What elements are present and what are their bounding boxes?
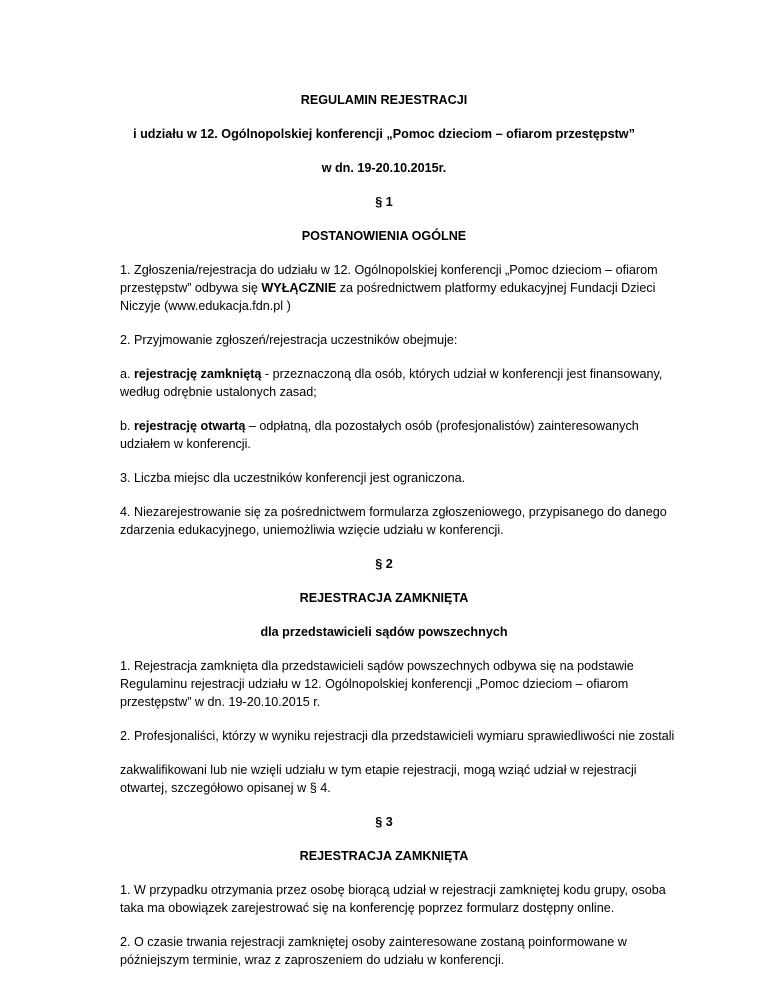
s1-p4-line2: udziałem w konferencji. <box>120 437 251 451</box>
s1-p3-line2: według odrębnie ustalonych zasad; <box>120 385 317 399</box>
s3-p2-line1: 2. O czasie trwania rejestracji zamkniętej osoby zainteresowane zostaną poinformowane w <box>120 935 627 949</box>
s1-p1-line2 <box>120 280 655 296</box>
s1-p1-line2-start: przestępstw” odbywa się <box>120 281 258 295</box>
s2-p2-line2: zakwalifikowani lub nie wzięli udziału w tym etapie rejestracji, mogą wziąć udział w rejestracji <box>120 763 637 777</box>
s3-p2-line2: późniejszym terminie, wraz z zaproszeniem do udziału w konferencji. <box>120 953 505 967</box>
document-subtitle: i udziału w 12. Ogólnopolskiej konferencji „Pomoc dzieciom – ofiarom przestępstw” <box>133 127 635 141</box>
section-2-subheading: dla przedstawicieli sądów powszechnych <box>260 625 508 639</box>
s1-p4-bold: rejestrację otwartą <box>134 419 246 433</box>
s1-p6-line2: zdarzenia edukacyjnego, uniemożliwia wzięcie udziału w konferencji. <box>120 523 504 537</box>
s1-p4-line1 <box>120 418 639 434</box>
section-2-heading: REJESTRACJA ZAMKNIĘTA <box>299 591 469 605</box>
s1-p1-line1: 1. Zgłoszenia/rejestracja do udziału w 12. Ogólnopolskiej konferencji „Pomoc dzieciom – ofiarom <box>120 263 658 277</box>
s1-p2-line1: 2. Przyjmowanie zgłoszeń/rejestracja uczestników obejmuje: <box>120 333 458 347</box>
s1-p3-line1 <box>120 366 662 382</box>
s2-p2-line1: 2. Profesjonaliści, którzy w wyniku rejestracji dla przedstawicieli wymiaru sprawiedliwości nie zostali <box>120 729 675 743</box>
s2-p1-line2: Regulaminu rejestracji udziału w 12. Ogólnopolskiej konferencji „Pomoc dzieciom – ofiarom <box>120 677 629 691</box>
s2-p1-line3: przestępstw” w dn. 19-20.10.2015 r. <box>120 695 321 709</box>
section-3-number: § 3 <box>375 815 393 829</box>
s1-p3-bold: rejestrację zamkniętą <box>134 367 262 381</box>
s2-p1-line1: 1. Rejestracja zamknięta dla przedstawicieli sądów powszechnych odbywa się na podstawie <box>120 659 634 673</box>
s1-p1-line2-bold: WYŁĄCZNIE <box>261 281 337 295</box>
s1-p4-prefix: b. <box>120 419 135 433</box>
s1-p3-rest: - przeznaczoną dla osób, których udział w konferencji jest finansowany, <box>261 367 663 381</box>
s3-p1-line1: 1. W przypadku otrzymania przez osobę biorącą udział w rejestracji zamkniętej kodu grupy, osoba <box>120 883 666 897</box>
s1-p6-line1: 4. Niezarejestrowanie się za pośrednictwem formularza zgłoszeniowego, przypisanego do danego <box>120 505 667 519</box>
s1-p5-line1: 3. Liczba miejsc dla uczestników konferencji jest ograniczona. <box>120 471 466 485</box>
document-title: REGULAMIN REJESTRACJI <box>300 93 468 107</box>
document-dates: w dn. 19-20.10.2015r. <box>321 161 447 175</box>
s1-p1-line3: Niczyje (www.edukacja.fdn.pl ) <box>120 299 291 313</box>
s1-p3-prefix: a. <box>120 367 135 381</box>
s2-p2-line3: otwartej, szczegółowo opisanej w § 4. <box>120 781 331 795</box>
s3-p1-line2: taka ma obowiązek zarejestrować się na konferencję poprzez formularz dostępny online. <box>120 901 615 915</box>
s1-p4-rest: – odpłatną, dla pozostałych osób (profesjonalistów) zainteresowanych <box>245 419 639 433</box>
section-2-number: § 2 <box>375 557 393 571</box>
section-1-heading: POSTANOWIENIA OGÓLNE <box>301 229 467 243</box>
s1-p1-line2-end: za pośrednictwem platformy edukacyjnej Fundacji Dzieci <box>336 281 656 295</box>
section-1-number: § 1 <box>375 195 393 209</box>
section-3-heading: REJESTRACJA ZAMKNIĘTA <box>299 849 469 863</box>
